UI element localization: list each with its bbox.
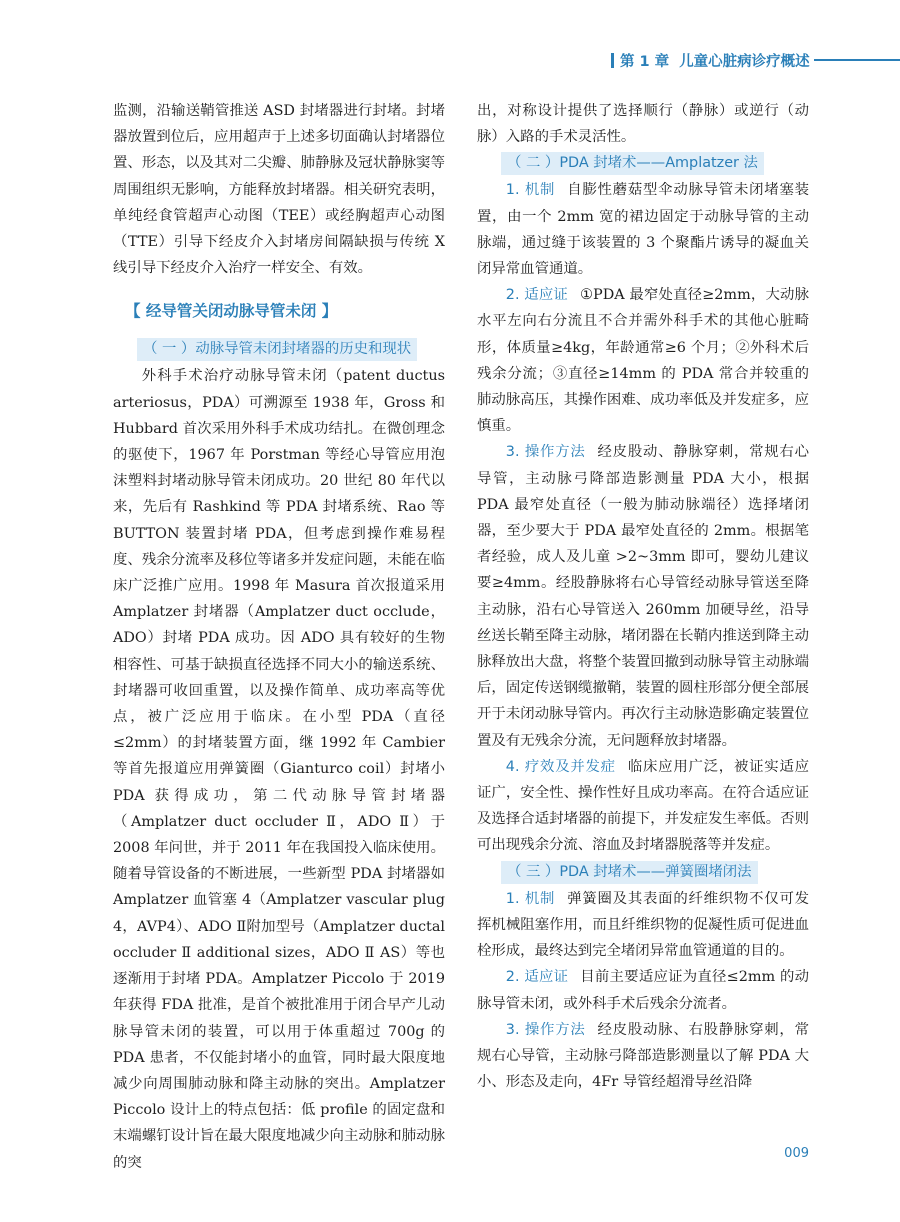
item-text: 经皮股动、静脉穿刺，常规右心导管，主动脉弓降部造影测量 PDA 大小，根据 PDA 最窄处直径（一般为肺动脉端径）选择堵闭器，至少要大于 PDA 最窄处直径的 2mm。根据笔者经验，成人及儿童 >2~3mm 即可，婴幼儿建议要≥4mm。经股静脉将右心导管经动脉导管送至降主动脉，沿右心导管送入 260mm 加硬导丝，沿导丝送长鞘至降主动脉，堵闭器在长鞘内推送到降主动脉释放出大盘，将整个装置回撤到动脉导管主动脉端后，固定传送钢缆撤鞘，装置的圆柱形部分便全部展开于未闭动脉导管内。再次行主动脉造影确定装置位置及有无残余分流，无问题释放封堵器。	[477, 444, 809, 749]
item-label: 3. 操作方法	[505, 444, 586, 461]
section-title: 【 经导管关闭动脉导管未闭 】	[125, 302, 338, 321]
paragraph: 外科手术治疗动脉导管未闭（patent ductus arteriosus，PDA）可溯源至 1938 年，Gross 和 Hubbard 首次采用外科手术成功结扎。在微创理念的驱使下，1967 年 Porstman 等经心导管应用泡沫塑料封堵动脉导管未闭成功。20 世纪 80 年代以来，先后有 Rashkind 等 PDA 封堵系统、Rao 等 BUTTON 装置封堵 PDA，但考虑到操作难易程度、残余分流率及移位等诸多并发症问题，未能在临床广泛推广应用。1998 年 Masura 首次报道采用 Amplatzer 封堵器（Amplatzer duct occlude，ADO）封堵 PDA 成功。因 ADO 具有较好的生物相容性、可基于缺损直径选择不同大小的输送系统、封堵器可收回重置，以及操作简单、成功率高等优点，被广泛应用于临床。在小型 PDA（直径≤2mm）的封堵装置方面，继 1992 年 Cambier 等首先报道应用弹簧圈（Gianturco coil）封堵小 PDA 获得成功，第二代动脉导管封堵器（Amplatzer duct occluder Ⅱ，ADO Ⅱ）于 2008 年问世，并于 2011 年在我国投入临床使用。随着导管设备的不断进展，一些新型 PDA 封堵器如 Amplatzer 血管塞 4（Amplatzer vascular plug 4，AVP4）、ADO Ⅱ附加型号（Amplatzer ductal occluder Ⅱ additional sizes，ADO Ⅱ AS）等也逐渐用于封堵 PDA。Amplatzer Piccolo 于 2019 年获得 FDA 批准，是首个被批准用于闭合早产儿动脉导管未闭的装置，可以用于体重超过 700g 的 PDA 患者，不仅能封堵小的血管，同时最大限度地减少向周围肺动脉和降主动脉的突出。Amplatzer Piccolo 设计上的特点包括：低 profile 的固定盘和末端螺钉设计旨在最大限度地减少向主动脉和肺动脉的突	[113, 368, 445, 1171]
paragraph	[477, 282, 809, 439]
item-text: ①PDA 最窄处直径≥2mm，大动脉水平左向右分流且不合并需外科手术的其他心脏畸形，体质量≥4kg，年龄通常≥6 个月；②外科术后残余分流；③直径≥14mm 的 PDA 常合并较重的肺动脉高压，其操作困难、成功率低及并发症多，应慎重。	[477, 287, 809, 435]
paragraph	[477, 177, 809, 282]
paragraph	[477, 439, 809, 753]
paragraph: 出，对称设计提供了选择顺行（静脉）或逆行（动脉）入路的手术灵活性。	[477, 103, 809, 146]
paragraph	[477, 886, 809, 965]
header-rule	[814, 59, 900, 61]
chapter-number: 第 1 章	[620, 53, 670, 70]
paragraph	[477, 754, 809, 859]
item-text: 临床应用广泛，被证实适应证广，安全性、操作性好且成功率高。在符合适应证及选择合适封堵器的前提下，并发症发生率低。否则可出现残余分流、溶血及封堵器脱落等并发症。	[477, 758, 809, 854]
item-label: 4. 疗效及并发症	[505, 758, 616, 775]
subsection-title: （ 一 ）动脉导管未闭封堵器的历史和现状	[137, 338, 417, 361]
page-number: 009	[784, 1146, 809, 1161]
paragraph: 监测，沿输送鞘管推送 ASD 封堵器进行封堵。封堵器放置到位后，应用超声于上述多切面确认封堵器位置、形态，以及其对二尖瓣、肺静脉及冠状静脉窦等周围组织无影响，方能释放封堵器。相关研究表明，单纯经食管超声心动图（TEE）或经胸超声心动图（TTE）引导下经皮介入封堵房间隔缺损与传统 X 线引导下经皮介入治疗一样安全、有效。	[113, 103, 445, 277]
subsection-title: （ 三 ）PDA 封堵术——弹簧圈堵闭法	[501, 861, 758, 884]
left-column	[113, 98, 445, 1176]
chapter-title: 儿童心脏病诊疗概述	[679, 53, 810, 70]
subsection-title: （ 二 ）PDA 封堵术——Amplatzer 法	[501, 152, 764, 175]
paragraph	[477, 1017, 809, 1096]
item-text: 目前主要适应证为直径≤2mm 的动脉导管未闭，或外科手术后残余分流者。	[477, 969, 809, 1012]
item-label: 2. 适应证	[505, 969, 569, 986]
running-header	[611, 50, 900, 70]
right-column	[477, 98, 809, 1095]
item-label: 1. 机制	[505, 890, 556, 907]
header-bar	[611, 53, 614, 68]
item-label: 3. 操作方法	[505, 1021, 586, 1038]
item-text: 弹簧圈及其表面的纤维织物不仅可发挥机械阻塞作用，而且纤维织物的促凝性质可促进血栓形成，最终达到完全堵闭异常血管通道的目的。	[477, 890, 809, 960]
item-label: 2. 适应证	[505, 287, 568, 304]
item-text: 经皮股动脉、右股静脉穿刺，常规右心导管，主动脉弓降部造影测量以了解 PDA 大小、形态及走向，4Fr 导管经超滑导丝沿降	[477, 1021, 809, 1091]
item-label: 1. 机制	[505, 182, 556, 199]
item-text: 自膨性蘑菇型伞动脉导管未闭堵塞装置，由一个 2mm 宽的裙边固定于动脉导管的主动脉端，通过缝于该装置的 3 个聚酯片诱导的凝血关闭异常血管通道。	[477, 182, 809, 278]
paragraph	[477, 964, 809, 1016]
